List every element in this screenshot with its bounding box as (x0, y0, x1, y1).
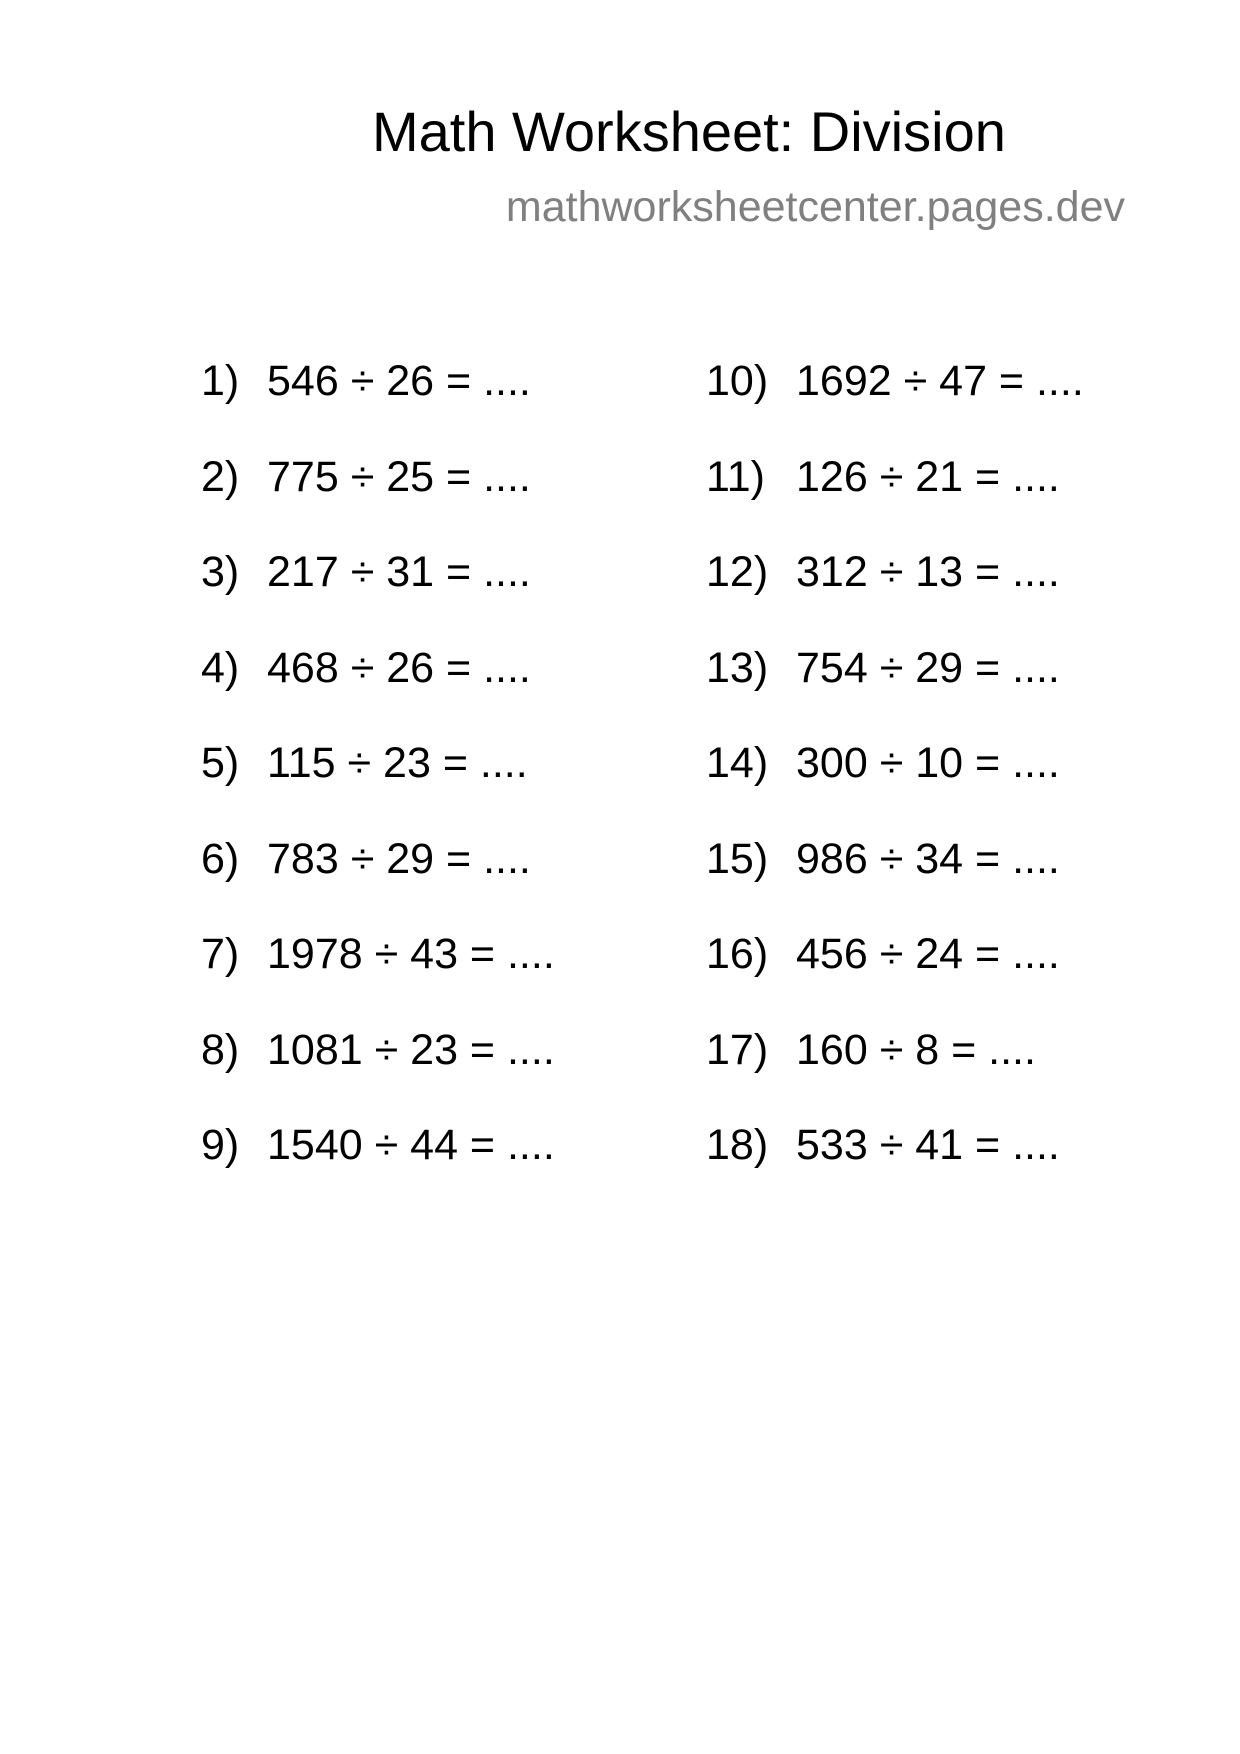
problem-item (201, 1025, 555, 1121)
problem-expression: 783 ÷ 29 = .... (267, 834, 531, 883)
problem-number: 16) (706, 930, 769, 978)
problem-item (201, 547, 555, 643)
problem-expression: 468 ÷ 26 = .... (267, 643, 531, 692)
problem-number: 2) (201, 452, 240, 501)
problem-number: 4) (201, 643, 240, 692)
problem-item (706, 929, 1084, 1025)
problem-item (706, 738, 1084, 834)
problem-item (201, 834, 555, 930)
problem-number: 11) (706, 452, 765, 501)
problem-expression: 1692 ÷ 47 = .... (796, 357, 1084, 405)
problem-expression: 1540 ÷ 44 = .... (267, 1121, 555, 1169)
problem-item (201, 929, 555, 1025)
problem-item (706, 643, 1084, 739)
problems-column-right (706, 356, 1084, 1216)
problem-item (706, 1120, 1084, 1216)
problem-expression: 300 ÷ 10 = .... (796, 739, 1060, 787)
problem-item (706, 356, 1084, 452)
problem-expression: 754 ÷ 29 = .... (796, 643, 1060, 692)
problem-item (201, 1120, 555, 1216)
problem-number: 8) (201, 1025, 240, 1074)
problem-expression: 312 ÷ 13 = .... (796, 548, 1060, 596)
problem-number: 5) (201, 739, 240, 787)
problem-item (706, 1025, 1084, 1121)
problem-item (706, 452, 1084, 548)
problem-number: 18) (706, 1121, 769, 1169)
problem-expression: 546 ÷ 26 = .... (267, 357, 531, 405)
problem-number: 14) (706, 739, 769, 787)
problem-expression: 1081 ÷ 23 = .... (267, 1025, 555, 1074)
problem-expression: 115 ÷ 23 = .... (267, 739, 528, 787)
problem-item (201, 643, 555, 739)
problem-number: 12) (706, 548, 769, 596)
problem-expression: 217 ÷ 31 = .... (267, 548, 531, 596)
problem-number: 17) (706, 1025, 769, 1074)
problem-item (706, 547, 1084, 643)
problem-expression: 775 ÷ 25 = .... (267, 452, 531, 501)
problem-item (201, 738, 555, 834)
problems-column-left (201, 356, 555, 1216)
problem-expression: 456 ÷ 24 = .... (796, 930, 1060, 978)
problem-item (201, 452, 555, 548)
page-title: Math Worksheet: Division (372, 100, 1006, 163)
problem-expression: 126 ÷ 21 = .... (796, 452, 1060, 501)
problem-number: 13) (706, 643, 769, 692)
problem-expression: 160 ÷ 8 = .... (796, 1025, 1036, 1074)
problem-number: 6) (201, 834, 240, 883)
problem-number: 15) (706, 834, 769, 883)
problem-number: 3) (201, 548, 240, 596)
problem-expression: 533 ÷ 41 = .... (796, 1121, 1060, 1169)
problem-number: 9) (201, 1121, 240, 1169)
problem-number: 7) (201, 930, 240, 978)
problem-item (201, 356, 555, 452)
problem-expression: 986 ÷ 34 = .... (796, 834, 1060, 883)
site-url: mathworksheetcenter.pages.dev (505, 183, 1125, 231)
problem-item (706, 834, 1084, 930)
problem-number: 10) (706, 357, 769, 405)
problem-number: 1) (201, 357, 240, 405)
problem-expression: 1978 ÷ 43 = .... (267, 930, 555, 978)
